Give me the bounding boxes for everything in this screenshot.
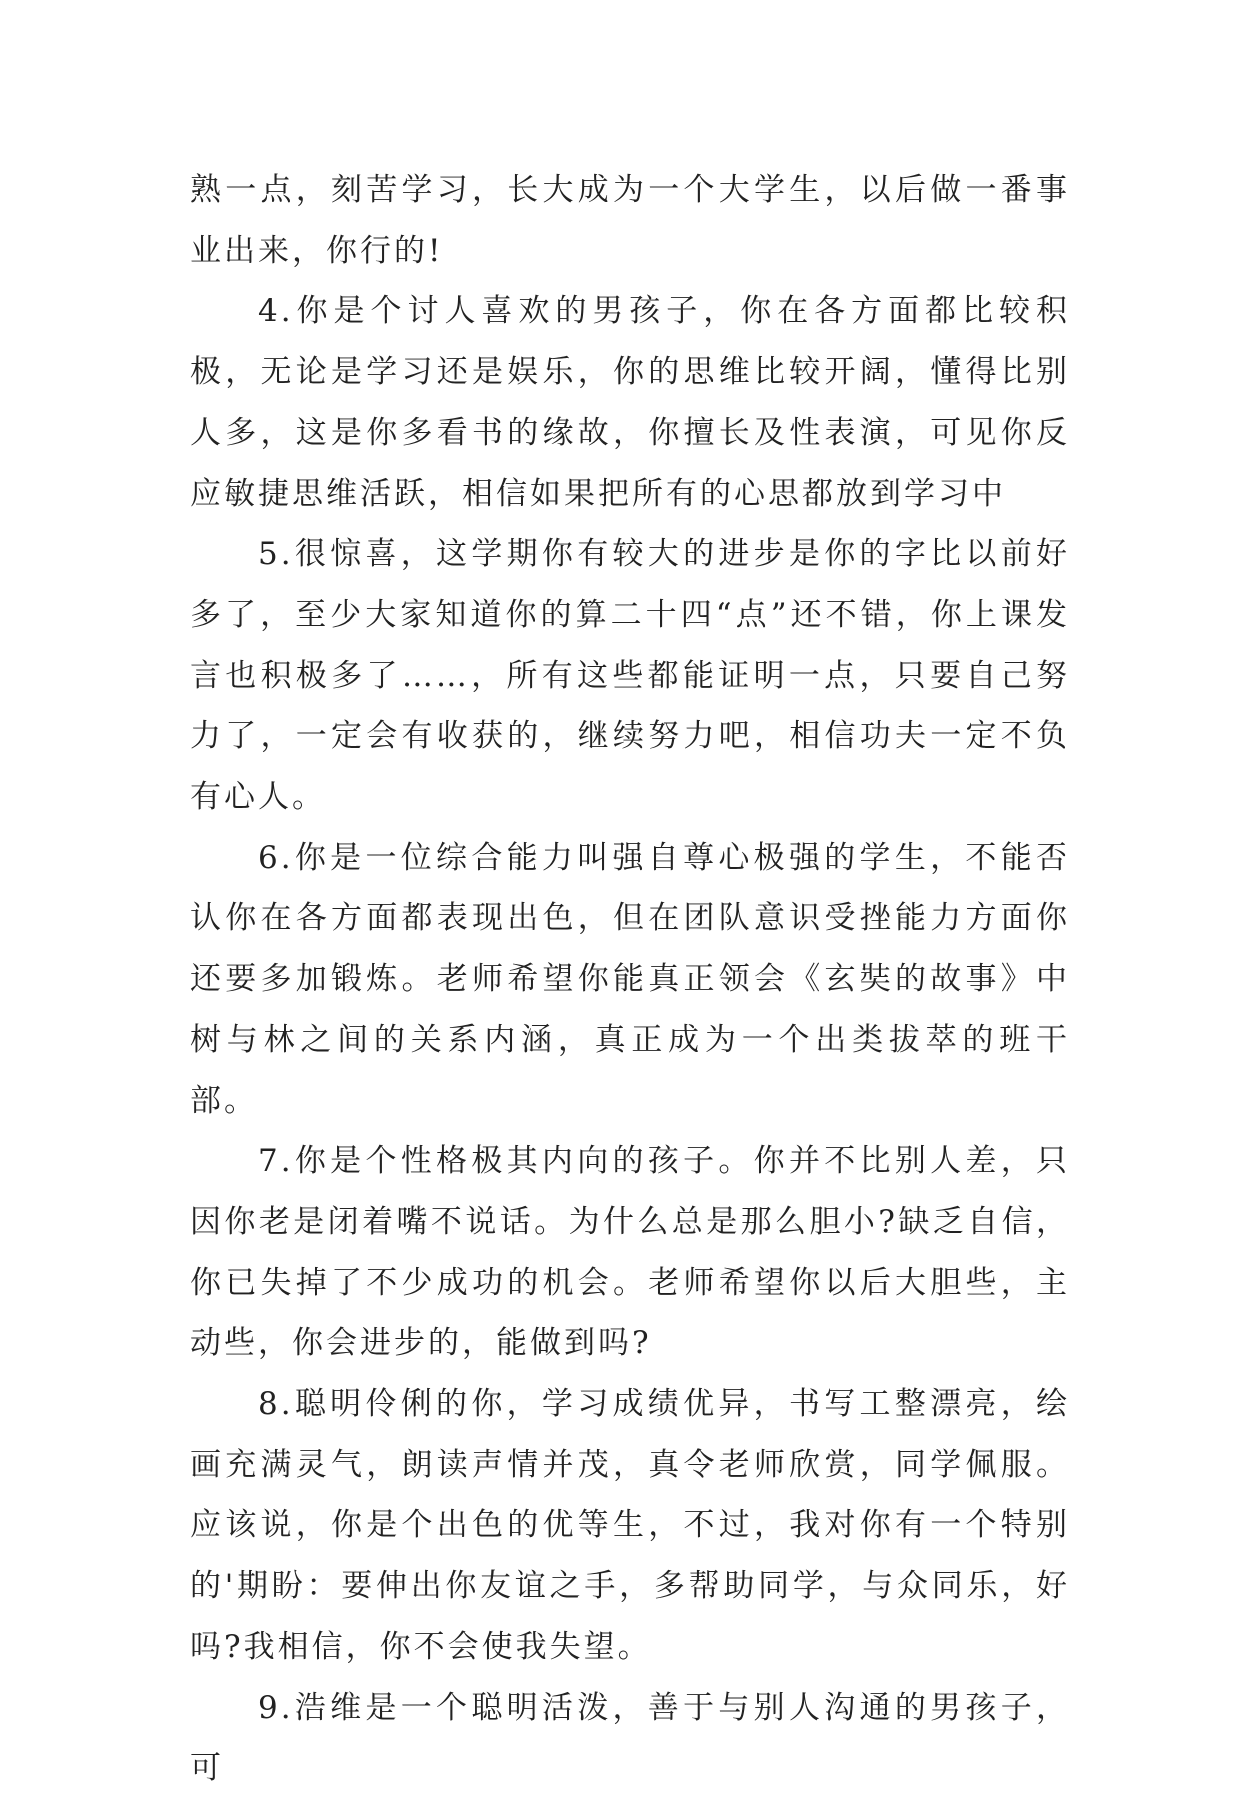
paragraph-text: 你是个性格极其内向的孩子。你并不比别人差，只因你老是闭着嘴不说话。为什么总是那么胆小?缺乏自信，你已失掉了不少成功的机会。老师希望你以后大胆些，主动些，你会进步的，能做到吗? — [190, 1143, 1070, 1362]
paragraph-text: 很惊喜，这学期你有较大的进步是你的字比以前好多了，至少大家知道你的算二十四“点”还不错，你上课发言也积极多了……，所有这些都能证明一点，只要自己努力了，一定会有收获的，继续努力吧，相信功夫一定不负有心人。 — [190, 536, 1070, 816]
item-number: 4. — [258, 293, 294, 330]
item-number: 6. — [258, 839, 294, 876]
paragraph-text: 熟一点，刻苦学习，长大成为一个大学生，以后做一番事业出来，你行的! — [190, 172, 1070, 269]
paragraph-item-8 — [190, 1374, 1070, 1678]
paragraph-text: 浩维是一个聪明活泼，善于与别人沟通的男孩子，可 — [190, 1689, 1070, 1787]
paragraph-item-9 — [190, 1678, 1070, 1799]
paragraph-continuation — [190, 160, 1070, 281]
paragraph-text: 你是个讨人喜欢的男孩子，你在各方面都比较积极，无论是学习还是娱乐，你的思维比较开阔，懂得比别人多，这是你多看书的缘故，你擅长及性表演，可见你反应敏捷思维活跃，相信如果把所有的心思都放到学习中 — [190, 293, 1070, 512]
paragraph-text: 你是一位综合能力叫强自尊心极强的学生，不能否认你在各方面都表现出色，但在团队意识受挫能力方面你还要多加锻炼。老师希望你能真正领会《玄奘的故事》中树与林之间的关系内涵，真正成为一个出类拔萃的班干部。 — [190, 839, 1070, 1119]
paragraph-item-7 — [190, 1131, 1070, 1374]
item-number: 7. — [258, 1143, 294, 1180]
paragraph-text: 聪明伶俐的你，学习成绩优异，书写工整漂亮，绘画充满灵气，朗读声情并茂，真令老师欣赏，同学佩服。应该说，你是个出色的优等生，不过，我对你有一个特别的'期盼：要伸出你友谊之手，多帮助同学，与众同乐，好吗?我相信，你不会使我失望。 — [190, 1386, 1070, 1665]
paragraph-item-6 — [190, 828, 1070, 1132]
item-number: 8. — [258, 1386, 294, 1423]
paragraph-item-5 — [190, 524, 1070, 828]
paragraph-item-4 — [190, 281, 1070, 524]
document-body — [190, 160, 1070, 1799]
item-number: 5. — [258, 536, 294, 573]
item-number: 9. — [258, 1689, 294, 1726]
